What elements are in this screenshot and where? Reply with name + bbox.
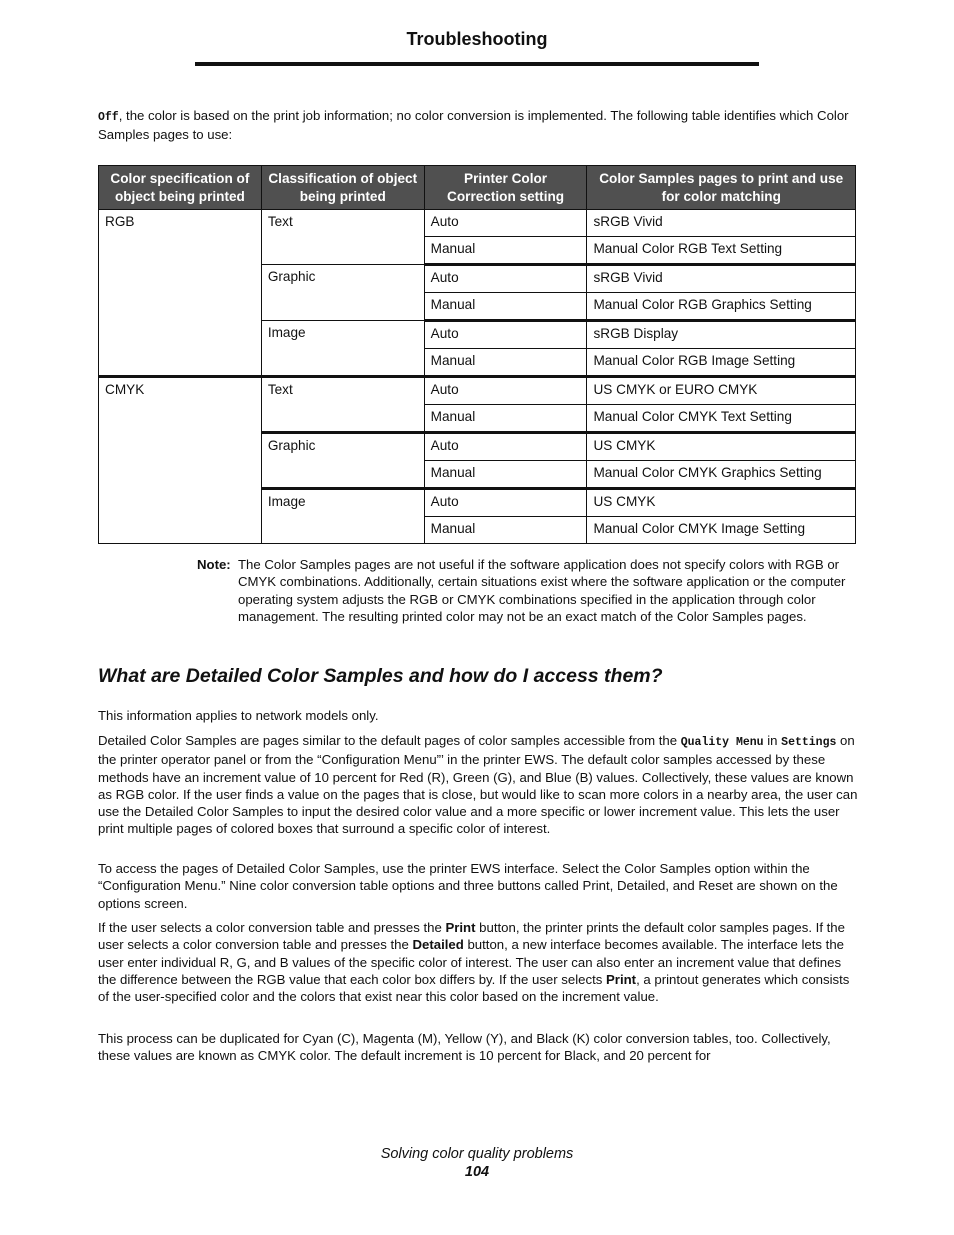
intro-code: Off: [98, 111, 119, 124]
paragraph-network-models: This information applies to network models only.: [98, 708, 379, 723]
header-classification: Classification of object being printed: [261, 166, 424, 210]
spec-cell-cmyk: CMYK: [99, 377, 262, 544]
page-cell: US CMYK: [587, 433, 856, 461]
paragraph-text: on the printer operator panel or from the “Configuration Menu”’ in the printer EWS. The default color samples accessed by these methods have an increment value of 10 percent for Red (R), Green (G), and Blue (B) values. Collectively, these values are known as RGB color. If the user finds a value on the pages that is close, but would like to scan more colors in a nearby area, the user can use the Detailed Color Samples to input the desired color value and a more specific or lower increment value. This lets the user print multiple pages of colored boxes that surround a specific color of interest.: [98, 733, 858, 837]
quality-menu-code: Quality Menu: [680, 736, 764, 749]
page-cell: Manual Color CMYK Graphics Setting: [587, 461, 856, 489]
setting-cell: Auto: [424, 321, 587, 349]
print-label: Print: [445, 920, 476, 935]
page-cell: Manual Color RGB Image Setting: [587, 349, 856, 377]
page-cell: Manual Color RGB Text Setting: [587, 237, 856, 265]
running-header-title: Troubleshooting: [406, 29, 548, 49]
page-cell: Manual Color CMYK Image Setting: [587, 517, 856, 544]
page-cell: sRGB Display: [587, 321, 856, 349]
paragraph-detailed-samples: [98, 732, 858, 838]
setting-cell: Manual: [424, 293, 587, 321]
paragraph-text: in: [763, 733, 782, 748]
section-heading: What are Detailed Color Samples and how do I access them?: [98, 665, 663, 687]
setting-cell: Manual: [424, 237, 587, 265]
page-cell: sRGB Vivid: [587, 265, 856, 293]
header-rule: [195, 62, 759, 66]
page-cell: US CMYK: [587, 489, 856, 517]
detailed-label: Detailed: [412, 937, 464, 953]
class-cell: Graphic: [261, 433, 424, 489]
setting-cell: Auto: [424, 210, 587, 237]
setting-cell: Manual: [424, 517, 587, 544]
setting-cell: Auto: [424, 489, 587, 517]
paragraph-text: , a printout generates which consists of the user-specified color and the colors that exist near this color based on the increment value.: [98, 971, 850, 1005]
header-correction-setting: Printer Color Correction setting: [424, 166, 587, 210]
page-cell: Manual Color CMYK Text Setting: [587, 405, 856, 433]
paragraph-text: If the user selects a color conversion table and presses the: [98, 920, 446, 935]
intro-text: , the color is based on the print job information; no color conversion is implemented. The following table identifies which Color Samples pages to use:: [98, 108, 849, 143]
settings-code: Settings: [781, 736, 837, 749]
paragraph-print-detailed: [98, 919, 858, 1005]
footer-title: Solving color quality problems: [380, 1146, 574, 1162]
table-row: [99, 377, 856, 405]
header-samples-pages: Color Samples pages to print and use for color matching: [587, 166, 856, 210]
spec-cell-rgb: RGB: [99, 210, 262, 377]
setting-cell: Auto: [424, 433, 587, 461]
print-label: Print: [606, 971, 637, 987]
note-label: Note:: [197, 557, 231, 572]
intro-paragraph: [98, 107, 858, 144]
paragraph-text: button, a new interface becomes available. The interface lets the user enter individual R, G, and B values of the specific color of interest. The user can also enter an increment value that defines the difference between the RGB value that each color box differs by. If the user selects: [98, 937, 845, 987]
header-color-spec: Color specification of object being printed: [99, 166, 262, 210]
class-cell: Image: [261, 489, 424, 544]
note-text: The Color Samples pages are not useful if the software application does not specify colors with RGB or CMYK combinations. Additionally, certain situations exist where the software application or the computer operating system adjusts the RGB or CMYK combinations specified in the application through color management. The resulting printed color may not be an exact match of the Color Samples pages.: [238, 557, 846, 624]
setting-cell: Manual: [424, 349, 587, 377]
setting-cell: Auto: [424, 265, 587, 293]
page-cell: US CMYK or EURO CMYK: [587, 377, 856, 405]
color-samples-table: [98, 165, 856, 544]
table-header-row: [99, 166, 856, 210]
page-cell: sRGB Vivid: [587, 210, 856, 237]
paragraph-text: button, the printer prints the default color samples pages. If the user selects a color conversion table and presses the: [98, 920, 845, 953]
setting-cell: Auto: [424, 377, 587, 405]
table-row: [99, 210, 856, 237]
paragraph-access-pages: To access the pages of Detailed Color Samples, use the printer EWS interface. Select the Color Samples option within the “Configuration Menu.” Nine color conversion table options and three buttons called Print, Detailed, and Reset are shown on the options screen.: [98, 861, 838, 911]
class-cell: Graphic: [261, 265, 424, 321]
paragraph-text: Detailed Color Samples are pages similar to the default pages of color samples accessible from the: [98, 733, 681, 748]
page-number: 104: [464, 1164, 490, 1180]
setting-cell: Manual: [424, 405, 587, 433]
page-cell: Manual Color RGB Graphics Setting: [587, 293, 856, 321]
setting-cell: Manual: [424, 461, 587, 489]
class-cell: Image: [261, 321, 424, 377]
class-cell: Text: [261, 377, 424, 433]
class-cell: Text: [261, 210, 424, 265]
paragraph-cmyk-process: This process can be duplicated for Cyan (C), Magenta (M), Yellow (Y), and Black (K) color conversion tables, too. Collectively, these values are known as CMYK color. The default increment is 10 percent for Black, and 20 percent for: [98, 1031, 831, 1064]
